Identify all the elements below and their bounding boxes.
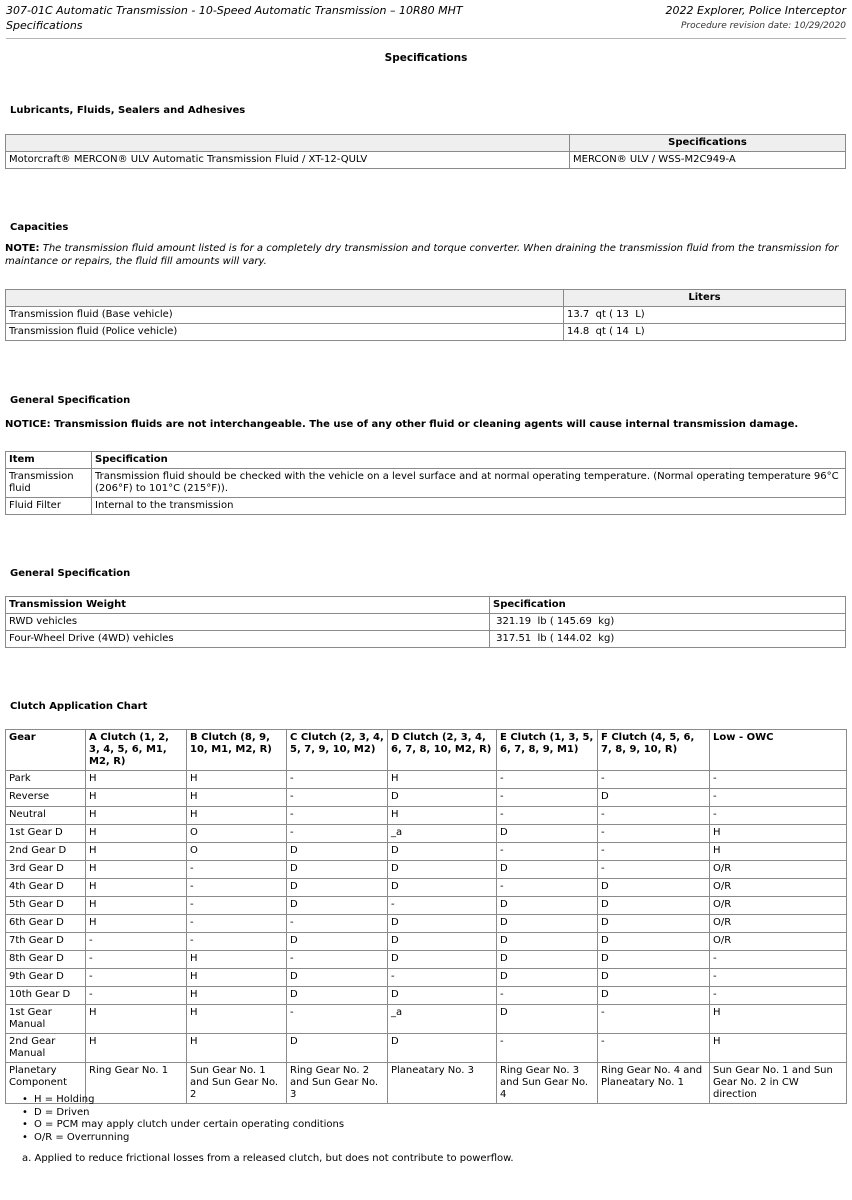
clutch-cell: _a <box>388 825 497 843</box>
table-row <box>6 1005 847 1034</box>
clutch-cell: D <box>388 987 497 1005</box>
gear-label: Park <box>6 771 86 789</box>
clutch-cell: D <box>497 933 598 951</box>
clutch-header-3: C Clutch (2, 3, 4, 5, 7, 9, 10, M2) <box>287 730 388 771</box>
clutch-cell: - <box>598 1005 710 1034</box>
clutch-cell: H <box>86 879 187 897</box>
clutch-cell: - <box>598 843 710 861</box>
clutch-cell: - <box>187 897 287 915</box>
clutch-cell: _a <box>388 1005 497 1034</box>
clutch-cell: - <box>187 933 287 951</box>
clutch-cell: D <box>497 1005 598 1034</box>
lubricants-table <box>5 134 846 169</box>
gear-label: Neutral <box>6 807 86 825</box>
clutch-cell: - <box>497 879 598 897</box>
weight-header-item: Transmission Weight <box>6 597 490 614</box>
clutch-cell: D <box>598 951 710 969</box>
clutch-cell: - <box>287 807 388 825</box>
clutch-cell: - <box>287 915 388 933</box>
vehicle-name: 2022 Explorer, Police Interceptor <box>665 4 846 17</box>
clutch-cell: D <box>598 915 710 933</box>
capacity-item: Transmission fluid (Base vehicle) <box>6 307 564 324</box>
clutch-cell: Planeatary No. 3 <box>388 1063 497 1104</box>
table-row <box>6 825 847 843</box>
general-spec: Internal to the transmission <box>92 498 846 515</box>
gear-label: 10th Gear D <box>6 987 86 1005</box>
revision-date: Procedure revision date: 10/29/2020 <box>680 21 846 31</box>
clutch-cell: Sun Gear No. 1 and Sun Gear No. 2 in CW direction <box>710 1063 847 1104</box>
clutch-cell: O <box>187 825 287 843</box>
clutch-cell: - <box>287 771 388 789</box>
clutch-cell: - <box>710 789 847 807</box>
clutch-cell: - <box>86 933 187 951</box>
clutch-cell: D <box>287 843 388 861</box>
clutch-cell: - <box>187 915 287 933</box>
capacity-value: 13.7 qt ( 13 L) <box>564 307 846 324</box>
clutch-header-5: E Clutch (1, 3, 5, 6, 7, 8, 9, M1) <box>497 730 598 771</box>
clutch-cell: - <box>710 969 847 987</box>
legend-item: • O = PCM may apply clutch under certain operating conditions <box>20 1119 344 1132</box>
gear-label: Reverse <box>6 789 86 807</box>
clutch-cell: D <box>287 879 388 897</box>
clutch-cell: H <box>86 825 187 843</box>
clutch-cell: H <box>86 843 187 861</box>
table-row <box>6 807 847 825</box>
table-row <box>6 933 847 951</box>
general-spec-table <box>5 451 846 515</box>
table-row <box>6 307 846 324</box>
capacity-value: 14.8 qt ( 14 L) <box>564 324 846 341</box>
table-row <box>6 879 847 897</box>
clutch-cell: D <box>287 897 388 915</box>
clutch-cell: H <box>710 1005 847 1034</box>
clutch-chart-title: Clutch Application Chart <box>10 701 148 712</box>
table-row <box>6 915 847 933</box>
clutch-cell: H <box>86 915 187 933</box>
clutch-cell: H <box>187 1034 287 1063</box>
table-row <box>6 897 847 915</box>
footnote: a. Applied to reduce frictional losses from a released clutch, but does not contribute to powerflow. <box>22 1153 514 1164</box>
clutch-cell: H <box>187 1005 287 1034</box>
gear-label: 2nd Gear D <box>6 843 86 861</box>
clutch-cell: D <box>388 933 497 951</box>
clutch-cell: - <box>287 789 388 807</box>
clutch-cell: H <box>187 789 287 807</box>
table-row <box>6 1034 847 1063</box>
clutch-cell: D <box>388 879 497 897</box>
clutch-cell: D <box>497 915 598 933</box>
clutch-cell: - <box>388 897 497 915</box>
clutch-cell: D <box>388 951 497 969</box>
clutch-cell: - <box>710 771 847 789</box>
note-label: NOTE: <box>5 243 40 254</box>
clutch-cell: D <box>388 843 497 861</box>
table-row <box>6 969 847 987</box>
table-row <box>6 498 846 515</box>
clutch-cell: H <box>86 789 187 807</box>
clutch-cell: - <box>287 951 388 969</box>
gear-label: 4th Gear D <box>6 879 86 897</box>
clutch-cell: - <box>598 861 710 879</box>
gear-label: 1st Gear Manual <box>6 1005 86 1034</box>
clutch-cell: Sun Gear No. 1 and Sun Gear No. 2 <box>187 1063 287 1104</box>
clutch-cell: - <box>287 825 388 843</box>
clutch-cell: - <box>710 951 847 969</box>
clutch-cell: D <box>287 861 388 879</box>
clutch-cell: H <box>187 951 287 969</box>
clutch-cell: D <box>598 879 710 897</box>
table-row <box>6 614 846 631</box>
clutch-cell: Ring Gear No. 4 and Planeatary No. 1 <box>598 1063 710 1104</box>
clutch-cell: H <box>86 1005 187 1034</box>
clutch-cell: - <box>497 987 598 1005</box>
clutch-cell: D <box>388 789 497 807</box>
legend-item: • D = Driven <box>20 1107 344 1120</box>
clutch-cell: Ring Gear No. 2 and Sun Gear No. 3 <box>287 1063 388 1104</box>
table-row <box>6 987 847 1005</box>
gear-label: 6th Gear D <box>6 915 86 933</box>
clutch-cell: - <box>388 969 497 987</box>
clutch-cell: - <box>497 807 598 825</box>
clutch-cell: - <box>598 825 710 843</box>
gear-label: Planetary Component <box>6 1063 86 1104</box>
weight-item: RWD vehicles <box>6 614 490 631</box>
clutch-cell: H <box>710 825 847 843</box>
clutch-cell: - <box>598 1034 710 1063</box>
gear-label: 1st Gear D <box>6 825 86 843</box>
clutch-header-7: Low - OWC <box>710 730 847 771</box>
general-item: Fluid Filter <box>6 498 92 515</box>
table-row <box>6 771 847 789</box>
capacities-header-liters: Liters <box>564 290 846 307</box>
clutch-cell: H <box>388 807 497 825</box>
clutch-cell: D <box>287 933 388 951</box>
clutch-cell: D <box>497 897 598 915</box>
document-header <box>6 4 846 39</box>
clutch-cell: D <box>497 969 598 987</box>
legend-item: • O/R = Overrunning <box>20 1132 344 1145</box>
gear-label: 2nd Gear Manual <box>6 1034 86 1063</box>
clutch-cell: D <box>287 987 388 1005</box>
table-row <box>6 631 846 648</box>
clutch-cell: - <box>287 1005 388 1034</box>
clutch-cell: H <box>187 987 287 1005</box>
note-text: The transmission fluid amount listed is for a completely dry transmission and torque converter. When draining the transmission fluid from the transmission for maintance or repairs, the fluid fill amounts will vary. <box>5 243 839 267</box>
clutch-cell: H <box>710 1034 847 1063</box>
capacity-item: Transmission fluid (Police vehicle) <box>6 324 564 341</box>
gear-label: 9th Gear D <box>6 969 86 987</box>
clutch-cell: D <box>388 861 497 879</box>
capacities-title: Capacities <box>10 222 69 233</box>
general-spec: Transmission fluid should be checked with the vehicle on a level surface and at normal operating temperature. (Normal operating temperature 96°C (206°F) to 101°C (215°F)). <box>92 469 846 498</box>
clutch-header-1: A Clutch (1, 2, 3, 4, 5, 6, M1, M2, R) <box>86 730 187 771</box>
clutch-cell: H <box>187 771 287 789</box>
weight-spec-title: General Specification <box>10 568 131 579</box>
clutch-cell: Ring Gear No. 1 <box>86 1063 187 1104</box>
clutch-cell: D <box>598 897 710 915</box>
page-title: Specifications <box>384 52 468 64</box>
clutch-cell: H <box>710 843 847 861</box>
clutch-cell: D <box>497 951 598 969</box>
clutch-cell: D <box>598 987 710 1005</box>
weight-table <box>5 596 846 648</box>
doc-section: Specifications <box>6 19 83 32</box>
clutch-cell: D <box>497 861 598 879</box>
lubricants-spec: MERCON® ULV / WSS-M2C949-A <box>570 152 846 169</box>
clutch-cell: O/R <box>710 861 847 879</box>
lubricants-header-blank <box>6 135 570 152</box>
clutch-cell: O/R <box>710 915 847 933</box>
clutch-cell: - <box>497 1034 598 1063</box>
clutch-header-0: Gear <box>6 730 86 771</box>
clutch-cell: D <box>598 969 710 987</box>
general-header-item: Item <box>6 452 92 469</box>
clutch-cell: - <box>710 807 847 825</box>
general-header-spec: Specification <box>92 452 846 469</box>
clutch-cell: H <box>86 807 187 825</box>
doc-title: 307-01C Automatic Transmission - 10-Speed Automatic Transmission – 10R80 MHT <box>6 4 463 17</box>
gear-label: 5th Gear D <box>6 897 86 915</box>
table-row <box>6 843 847 861</box>
clutch-cell: D <box>497 825 598 843</box>
clutch-cell: O/R <box>710 879 847 897</box>
clutch-cell: H <box>187 807 287 825</box>
clutch-cell: D <box>388 1034 497 1063</box>
clutch-cell: - <box>187 861 287 879</box>
legend-item: • H = Holding <box>20 1094 344 1107</box>
clutch-header-4: D Clutch (2, 3, 4, 6, 7, 8, 10, M2, R) <box>388 730 497 771</box>
clutch-cell: O/R <box>710 897 847 915</box>
clutch-cell: - <box>497 771 598 789</box>
clutch-cell: - <box>710 987 847 1005</box>
lubricants-item: Motorcraft® MERCON® ULV Automatic Transmission Fluid / XT-12-QULV <box>6 152 570 169</box>
clutch-cell: - <box>86 987 187 1005</box>
clutch-cell: H <box>86 897 187 915</box>
clutch-header-6: F Clutch (4, 5, 6, 7, 8, 9, 10, R) <box>598 730 710 771</box>
weight-item: Four-Wheel Drive (4WD) vehicles <box>6 631 490 648</box>
clutch-cell: H <box>86 1034 187 1063</box>
table-row <box>6 861 847 879</box>
lubricants-header-spec: Specifications <box>570 135 846 152</box>
capacities-header-blank <box>6 290 564 307</box>
clutch-cell: H <box>187 969 287 987</box>
clutch-cell: H <box>388 771 497 789</box>
legend <box>20 1094 344 1144</box>
general-item: Transmission fluid <box>6 469 92 498</box>
weight-header-spec: Specification <box>490 597 846 614</box>
gear-label: 3rd Gear D <box>6 861 86 879</box>
clutch-cell: D <box>287 1034 388 1063</box>
clutch-cell: Ring Gear No. 3 and Sun Gear No. 4 <box>497 1063 598 1104</box>
clutch-cell: - <box>598 807 710 825</box>
clutch-cell: - <box>497 843 598 861</box>
clutch-cell: H <box>86 771 187 789</box>
clutch-cell: D <box>598 933 710 951</box>
clutch-cell: - <box>598 771 710 789</box>
weight-value: 317.51 lb ( 144.02 kg) <box>490 631 846 648</box>
table-row <box>6 469 846 498</box>
clutch-cell: D <box>598 789 710 807</box>
capacities-table <box>5 289 846 341</box>
clutch-cell: - <box>86 969 187 987</box>
clutch-cell: D <box>388 915 497 933</box>
general-spec-title: General Specification <box>10 395 131 406</box>
capacities-note <box>5 242 845 268</box>
lubricants-title: Lubricants, Fluids, Sealers and Adhesives <box>10 105 246 116</box>
table-row <box>6 324 846 341</box>
clutch-cell: - <box>86 951 187 969</box>
notice-text: NOTICE: Transmission fluids are not interchangeable. The use of any other fluid or cleaning agents will cause internal transmission damage. <box>5 419 799 430</box>
clutch-cell: - <box>187 879 287 897</box>
clutch-application-table <box>5 729 847 1104</box>
gear-label: 8th Gear D <box>6 951 86 969</box>
clutch-cell: O <box>187 843 287 861</box>
clutch-cell: H <box>86 861 187 879</box>
clutch-cell: D <box>287 969 388 987</box>
table-row <box>6 951 847 969</box>
table-row <box>6 789 847 807</box>
clutch-cell: - <box>497 789 598 807</box>
weight-value: 321.19 lb ( 145.69 kg) <box>490 614 846 631</box>
clutch-header-2: B Clutch (8, 9, 10, M1, M2, R) <box>187 730 287 771</box>
clutch-cell: O/R <box>710 933 847 951</box>
gear-label: 7th Gear D <box>6 933 86 951</box>
